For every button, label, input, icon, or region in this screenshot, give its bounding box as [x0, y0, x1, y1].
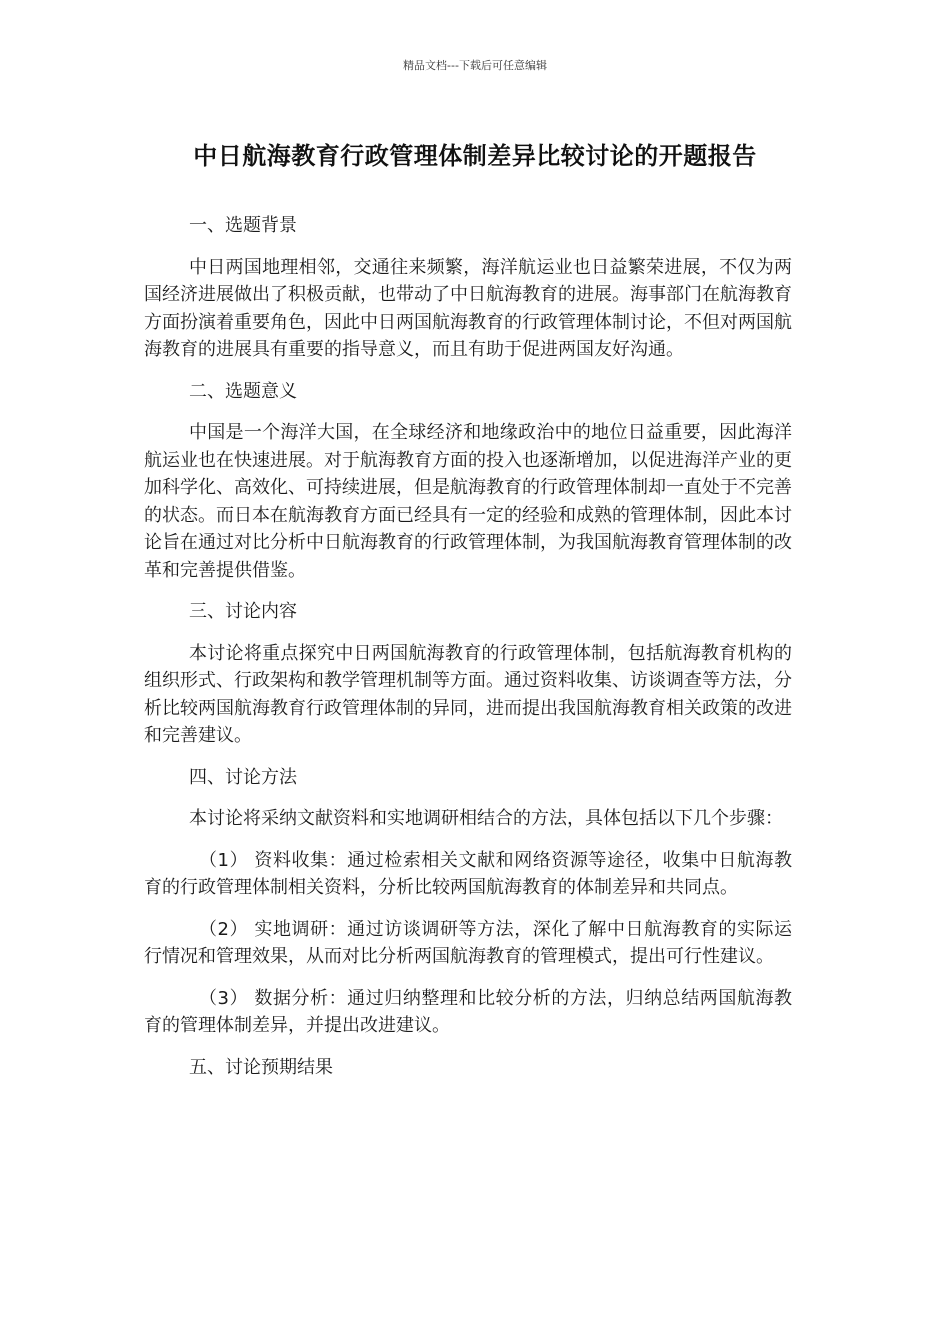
paragraph: 中国是一个海洋大国，在全球经济和地缘政治中的地位日益重要，因此海洋航运业也在快速进展。对于航海教育方面的投入也逐渐增加，以促进海洋产业的更加科学化、高效化、可持续进展，但是航海教育的行政管理体制却一直处于不完善的状态。而日本在航海教育方面已经具有一定的经验和成熟的管理体制，因此本讨论旨在通过对比分析中日航海教育的行政管理体制，为我国航海教育管理体制的改革和完善提供借鉴。 [144, 422, 792, 581]
section-heading: 四、讨论方法 [189, 766, 297, 788]
paragraph: 本讨论将采纳文献资料和实地调研相结合的方法，具体包括以下几个步骤： [189, 808, 783, 829]
section-heading: 五、讨论预期结果 [189, 1056, 333, 1078]
method-step: （3） 数据分析：通过归纳整理和比较分析的方法，归纳总结两国航海教育的管理体制差异，并提出改进建议。 [144, 987, 792, 1036]
section-heading: 一、选题背景 [189, 215, 297, 236]
method-step: （2） 实地调研：通过访谈调研等方法，深化了解中日航海教育的实际运行情况和管理效果，从而对比分析两国航海教育的管理模式，提出可行性建议。 [144, 918, 792, 967]
document-title: 中日航海教育行政管理体制差异比较讨论的开题报告 [193, 142, 757, 170]
method-step: （1） 资料收集：通过检索相关文献和网络资源等途径，收集中日航海教育的行政管理体制相关资料，分析比较两国航海教育的体制差异和共同点。 [144, 849, 792, 898]
section-heading: 三、讨论内容 [189, 601, 297, 622]
document-body [144, 212, 792, 1095]
page-header: 精品文档---下载后可任意编辑 [403, 59, 547, 72]
paragraph: 中日两国地理相邻，交通往来频繁，海洋航运业也日益繁荣进展，不仅为两国经济进展做出了积极贡献，也带动了中日航海教育的进展。海事部门在航海教育方面扮演着重要角色，因此中日两国航海教育的行政管理体制讨论，不但对两国航海教育的进展具有重要的指导意义，而且有助于促进两国友好沟通。 [144, 256, 792, 360]
paragraph: 本讨论将重点探究中日两国航海教育的行政管理体制，包括航海教育机构的组织形式、行政架构和教学管理机制等方面。通过资料收集、访谈调查等方法，分析比较两国航海教育行政管理体制的异同，进而提出我国航海教育相关政策的改进和完善建议。 [144, 642, 792, 746]
section-heading: 二、选题意义 [189, 380, 297, 402]
